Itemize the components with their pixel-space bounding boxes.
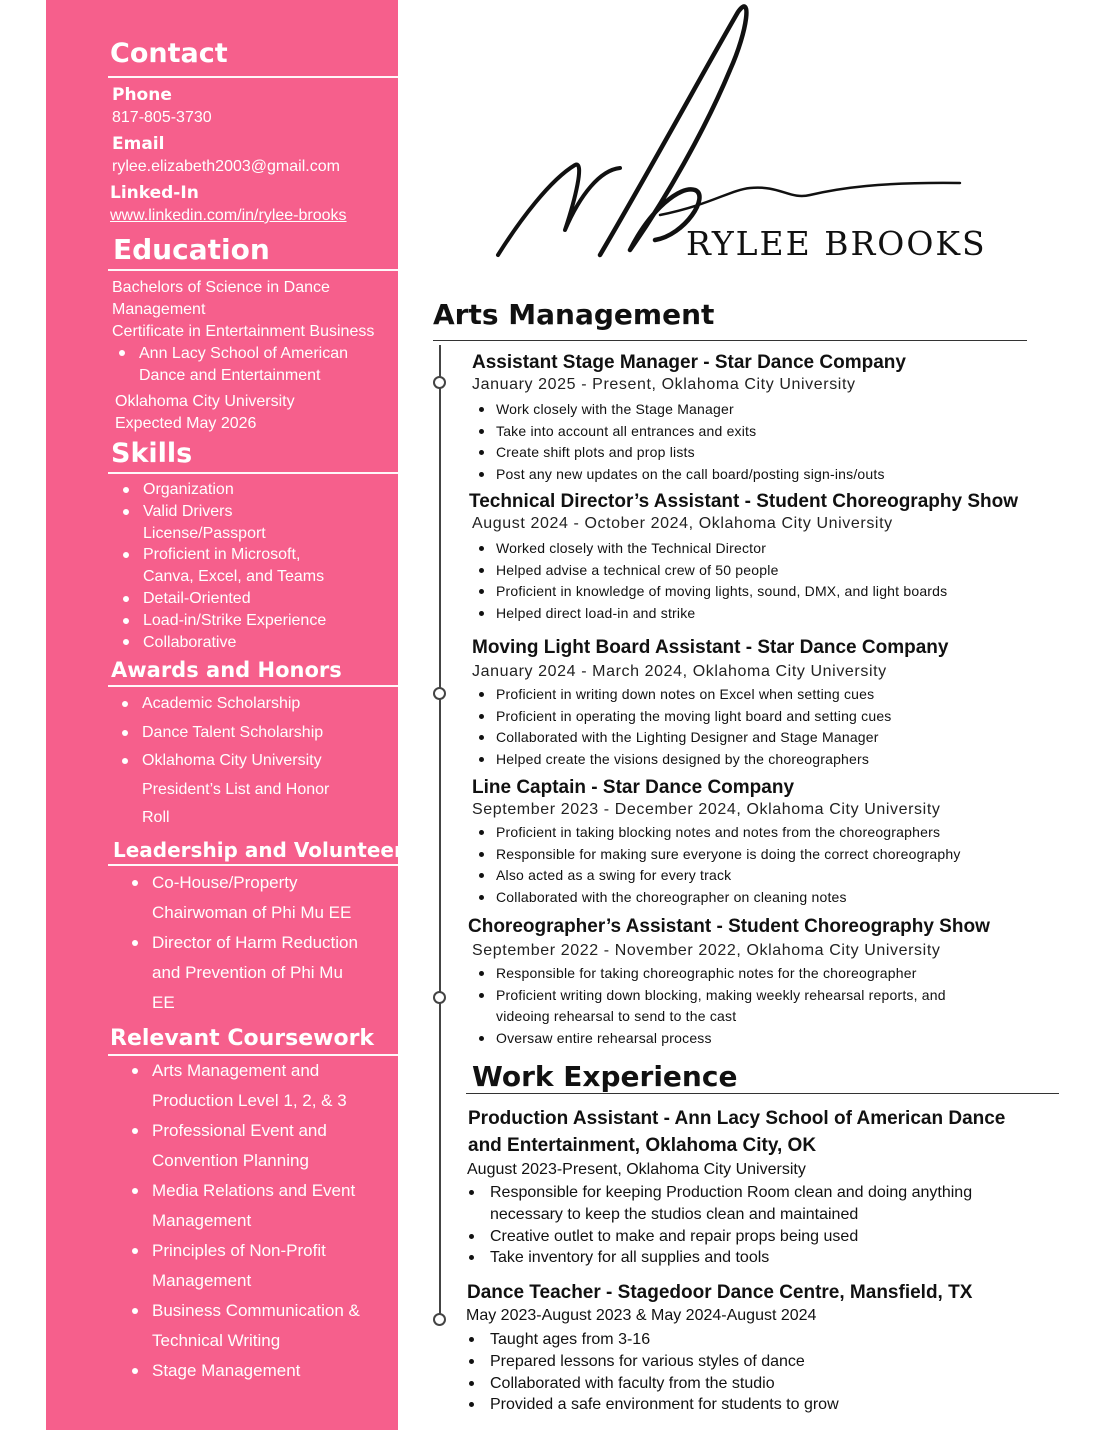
bullet-dot (119, 350, 125, 356)
award-item: Academic Scholarship (142, 690, 329, 719)
job-date: January 2024 - March 2024, Oklahoma City University (472, 663, 887, 680)
course-item: Media Relations and Event Management (152, 1176, 360, 1236)
job-date: May 2023-August 2023 & May 2024-August 2024 (466, 1307, 817, 1324)
skill-item: Collaborative (143, 632, 326, 654)
timeline-dot (433, 687, 446, 700)
course-item: Arts Management and Production Level 1, 2, & 3 (152, 1056, 360, 1116)
skill-item: Load-in/Strike Experience (143, 610, 326, 632)
job-bullet: Collaborated with the Lighting Designer and Stage Manager (496, 727, 892, 749)
coursework-heading: Relevant Coursework (110, 1026, 375, 1051)
job-bullet: Creative outlet to make and repair props being used (490, 1226, 990, 1248)
job-bullet: Oversaw entire rehearsal process (496, 1028, 986, 1050)
phone-label: Phone (112, 85, 172, 105)
skills-rule (108, 472, 398, 474)
timeline-dot (433, 1313, 446, 1326)
leadership-item: Co-House/Property Chairwoman of Phi Mu EE (152, 868, 358, 928)
edu-expected: Expected May 2026 (115, 415, 257, 432)
job-bullet: Helped direct load-in and strike (496, 603, 947, 625)
edu-university: Oklahoma City University (115, 393, 295, 410)
edu-degree-line1: Bachelors of Science in Dance (112, 279, 330, 296)
timeline-line (439, 345, 441, 1320)
edu-school-line2: Dance and Entertainment (139, 367, 321, 384)
skill-item: Proficient in Microsoft, Canva, Excel, and Teams (143, 544, 326, 588)
award-item: Oklahoma City University President’s List and Honor Roll (142, 747, 329, 833)
job-bullet: Collaborated with the choreographer on cleaning notes (496, 887, 961, 909)
course-item: Principles of Non-Profit Management (152, 1236, 360, 1296)
awards-heading: Awards and Honors (111, 658, 342, 682)
skills-list (143, 479, 326, 653)
job-bullets (496, 538, 947, 625)
phone-value: 817-805-3730 (112, 109, 212, 126)
job-bullet: Proficient writing down blocking, making weekly rehearsal reports, and videoing rehearsal to send to the cast (496, 985, 986, 1028)
job-bullet: Worked closely with the Technical Director (496, 538, 947, 560)
coursework-list (152, 1056, 360, 1386)
job-bullets (496, 963, 986, 1050)
job-bullet: Create shift plots and prop lists (496, 442, 885, 464)
job-date: January 2025 - Present, Oklahoma City University (472, 376, 856, 393)
linkedin-link[interactable]: www.linkedin.com/in/rylee-brooks (110, 207, 347, 224)
education-heading: Education (113, 233, 270, 266)
linkedin-label: Linked-In (110, 183, 199, 203)
course-item: Business Communication & Technical Writing (152, 1296, 360, 1356)
job-bullet: Collaborated with faculty from the studio (490, 1373, 839, 1395)
job-bullet: Helped create the visions designed by the choreographers (496, 749, 892, 771)
job-bullet: Proficient in operating the moving light board and setting cues (496, 706, 892, 728)
contact-rule (108, 76, 398, 78)
job-bullet: Post any new updates on the call board/posting sign-ins/outs (496, 464, 885, 486)
job-date: September 2022 - November 2022, Oklahoma City University (472, 942, 941, 959)
course-item: Stage Management (152, 1356, 360, 1386)
edu-certificate: Certificate in Entertainment Business (112, 323, 375, 340)
skill-item: Detail-Oriented (143, 588, 326, 610)
awards-list (142, 690, 329, 833)
arts-management-heading: Arts Management (433, 298, 715, 331)
skills-heading: Skills (111, 438, 193, 469)
job-bullet: Provided a safe environment for students to grow (490, 1394, 839, 1416)
job-title: Production Assistant - Ann Lacy School of American Dance (468, 1108, 1006, 1129)
job-bullets (490, 1329, 839, 1416)
job-date: August 2023-Present, Oklahoma City University (467, 1161, 806, 1178)
job-bullet: Work closely with the Stage Manager (496, 399, 885, 421)
skill-item: Organization (143, 479, 326, 501)
job-title: Choreographer’s Assistant - Student Choreography Show (468, 916, 990, 937)
job-title-cont: and Entertainment, Oklahoma City, OK (468, 1135, 817, 1156)
edu-school-line1: Ann Lacy School of American (139, 345, 349, 362)
leadership-rule (108, 864, 398, 866)
leadership-heading: Leadership and Volunteer (113, 838, 404, 862)
job-bullet: Helped advise a technical crew of 50 people (496, 560, 947, 582)
job-title: Line Captain - Star Dance Company (472, 777, 795, 798)
leadership-list (152, 868, 358, 1018)
awards-rule (108, 685, 398, 687)
work-experience-heading: Work Experience (472, 1060, 738, 1093)
job-bullets (496, 822, 961, 909)
job-bullets (496, 399, 885, 486)
job-date: September 2023 - December 2024, Oklahoma City University (472, 801, 941, 818)
job-bullet: Responsible for making sure everyone is doing the correct choreography (496, 844, 961, 866)
skill-item: Valid Drivers License/Passport (143, 501, 326, 545)
job-title: Dance Teacher - Stagedoor Dance Centre, Mansfield, TX (467, 1282, 973, 1303)
timeline-dot (433, 376, 446, 389)
job-bullet: Proficient in knowledge of moving lights, sound, DMX, and light boards (496, 581, 947, 603)
award-item: Dance Talent Scholarship (142, 719, 329, 748)
job-bullet: Responsible for taking choreographic notes for the choreographer (496, 963, 986, 985)
job-bullet: Take into account all entrances and exits (496, 421, 885, 443)
job-title: Assistant Stage Manager - Star Dance Company (472, 352, 906, 373)
job-title: Technical Director’s Assistant - Student Choreography Show (469, 491, 1018, 512)
job-bullet: Prepared lessons for various styles of dance (490, 1351, 839, 1373)
job-bullets (490, 1182, 990, 1269)
course-item: Professional Event and Convention Planning (152, 1116, 360, 1176)
timeline-dot (433, 991, 446, 1004)
job-bullet: Responsible for keeping Production Room clean and doing anything necessary to keep the studios clean and maintained (490, 1182, 990, 1226)
education-rule (108, 269, 398, 271)
work-experience-rule (466, 1093, 1059, 1094)
job-bullet: Proficient in writing down notes on Excel when setting cues (496, 684, 892, 706)
job-bullet: Proficient in taking blocking notes and notes from the choreographers (496, 822, 961, 844)
job-bullet: Also acted as a swing for every track (496, 865, 961, 887)
email-label: Email (112, 134, 165, 154)
email-value[interactable]: rylee.elizabeth2003@gmail.com (112, 158, 340, 175)
contact-heading: Contact (110, 38, 228, 69)
edu-degree-line2: Management (112, 301, 206, 318)
job-bullets (496, 684, 892, 771)
arts-management-rule (433, 340, 1027, 341)
job-date: August 2024 - October 2024, Oklahoma City University (472, 515, 893, 532)
job-bullet: Take inventory for all supplies and tools (490, 1247, 990, 1269)
candidate-name: RYLEE BROOKS (686, 224, 987, 263)
leadership-item: Director of Harm Reduction and Prevention of Phi Mu EE (152, 928, 358, 1018)
job-bullet: Taught ages from 3-16 (490, 1329, 839, 1351)
job-title: Moving Light Board Assistant - Star Dance Company (472, 637, 949, 658)
